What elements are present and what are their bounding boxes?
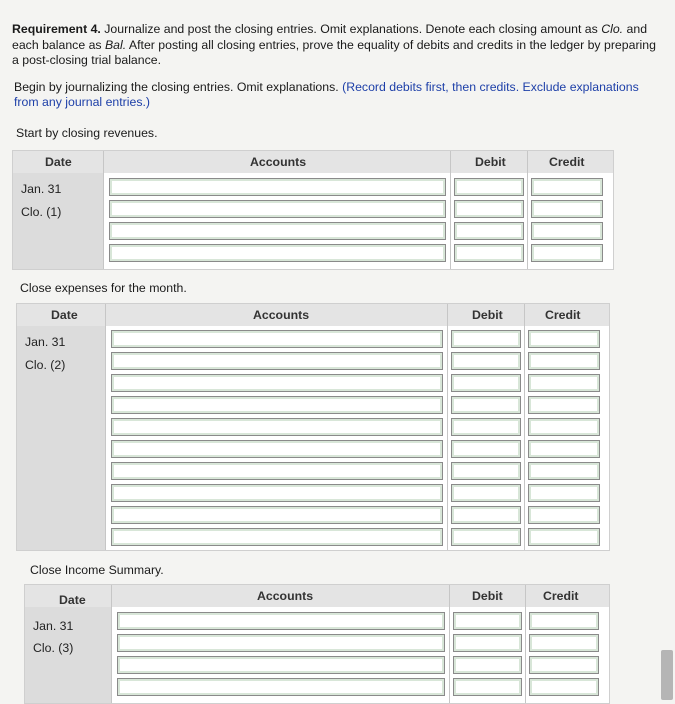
debit-input[interactable]	[451, 418, 521, 436]
account-input[interactable]	[111, 528, 443, 546]
credit-input[interactable]	[528, 352, 600, 370]
credit-header: Credit	[549, 155, 585, 169]
account-input[interactable]	[109, 222, 446, 240]
accounts-header: Accounts	[253, 308, 310, 322]
debit-input[interactable]	[453, 678, 522, 696]
account-input[interactable]	[111, 330, 443, 348]
debit-input[interactable]	[454, 200, 524, 218]
journal-table-income-summary	[24, 584, 610, 704]
account-input[interactable]	[117, 634, 445, 652]
journal-table-revenues	[12, 150, 614, 270]
entry-ref: Clo. (1)	[21, 205, 62, 219]
debit-input[interactable]	[451, 352, 521, 370]
debit-input[interactable]	[453, 656, 522, 674]
credit-input[interactable]	[529, 612, 599, 630]
debit-header: Debit	[472, 589, 503, 603]
account-input[interactable]	[111, 440, 443, 458]
entry-ref: Clo. (2)	[25, 358, 66, 372]
debit-input[interactable]	[451, 440, 521, 458]
debit-input[interactable]	[451, 462, 521, 480]
credit-input[interactable]	[528, 462, 600, 480]
date-header: Date	[59, 593, 86, 607]
journal-table-expenses	[16, 303, 610, 551]
debit-input[interactable]	[451, 484, 521, 502]
debit-input[interactable]	[451, 396, 521, 414]
section2-label: Close expenses for the month.	[20, 281, 187, 295]
date-header: Date	[51, 308, 78, 322]
debit-input[interactable]	[453, 634, 522, 652]
entry-date: Jan. 31	[25, 335, 66, 349]
credit-input[interactable]	[529, 678, 599, 696]
account-input[interactable]	[111, 418, 443, 436]
credit-input[interactable]	[528, 374, 600, 392]
account-input[interactable]	[109, 244, 446, 262]
credit-input[interactable]	[531, 178, 603, 196]
credit-input[interactable]	[531, 222, 603, 240]
debit-input[interactable]	[453, 612, 522, 630]
debit-input[interactable]	[454, 178, 524, 196]
account-input[interactable]	[111, 352, 443, 370]
debit-input[interactable]	[451, 528, 521, 546]
instruction-note: (Record debits first, then credits. Exclude explanations from any journal entries.)	[14, 80, 639, 109]
accounts-header: Accounts	[257, 589, 314, 603]
entry-date: Jan. 31	[33, 619, 74, 633]
credit-header: Credit	[543, 589, 579, 603]
accounts-header: Accounts	[250, 155, 307, 169]
debit-header: Debit	[472, 308, 503, 322]
section1-label: Start by closing revenues.	[16, 126, 158, 140]
debit-header: Debit	[475, 155, 506, 169]
credit-input[interactable]	[531, 244, 603, 262]
account-input[interactable]	[111, 484, 443, 502]
date-header: Date	[45, 155, 72, 169]
credit-input[interactable]	[528, 440, 600, 458]
debit-input[interactable]	[451, 506, 521, 524]
debit-input[interactable]	[454, 244, 524, 262]
debit-input[interactable]	[451, 330, 521, 348]
scrollbar-thumb[interactable]	[661, 650, 673, 700]
credit-input[interactable]	[528, 506, 600, 524]
entry-date: Jan. 31	[21, 182, 62, 196]
account-input[interactable]	[109, 200, 446, 218]
account-input[interactable]	[117, 656, 445, 674]
credit-header: Credit	[545, 308, 581, 322]
entry-ref: Clo. (3)	[33, 641, 74, 655]
credit-input[interactable]	[528, 396, 600, 414]
credit-input[interactable]	[529, 634, 599, 652]
account-input[interactable]	[111, 462, 443, 480]
section3-label: Close Income Summary.	[30, 563, 164, 577]
account-input[interactable]	[117, 612, 445, 630]
requirement-text: Requirement 4. Journalize and post the closing entries. Omit explanations. Denote each closing amount as Clo. and each balance as Bal. After posting all closing entries, prove the equality of debits and credits in the ledger by preparing a post-closing trial balance.	[12, 22, 656, 67]
instruction-text: Begin by journalizing the closing entries. Omit explanations. (Record debits first, then credits. Exclude explanations from any journal entries.)	[14, 80, 639, 109]
debit-input[interactable]	[451, 374, 521, 392]
credit-input[interactable]	[528, 528, 600, 546]
account-input[interactable]	[111, 396, 443, 414]
credit-input[interactable]	[528, 418, 600, 436]
account-input[interactable]	[111, 506, 443, 524]
credit-input[interactable]	[531, 200, 603, 218]
credit-input[interactable]	[528, 484, 600, 502]
account-input[interactable]	[117, 678, 445, 696]
account-input[interactable]	[111, 374, 443, 392]
account-input[interactable]	[109, 178, 446, 196]
debit-input[interactable]	[454, 222, 524, 240]
credit-input[interactable]	[529, 656, 599, 674]
credit-input[interactable]	[528, 330, 600, 348]
requirement-number: Requirement 4.	[12, 22, 101, 36]
